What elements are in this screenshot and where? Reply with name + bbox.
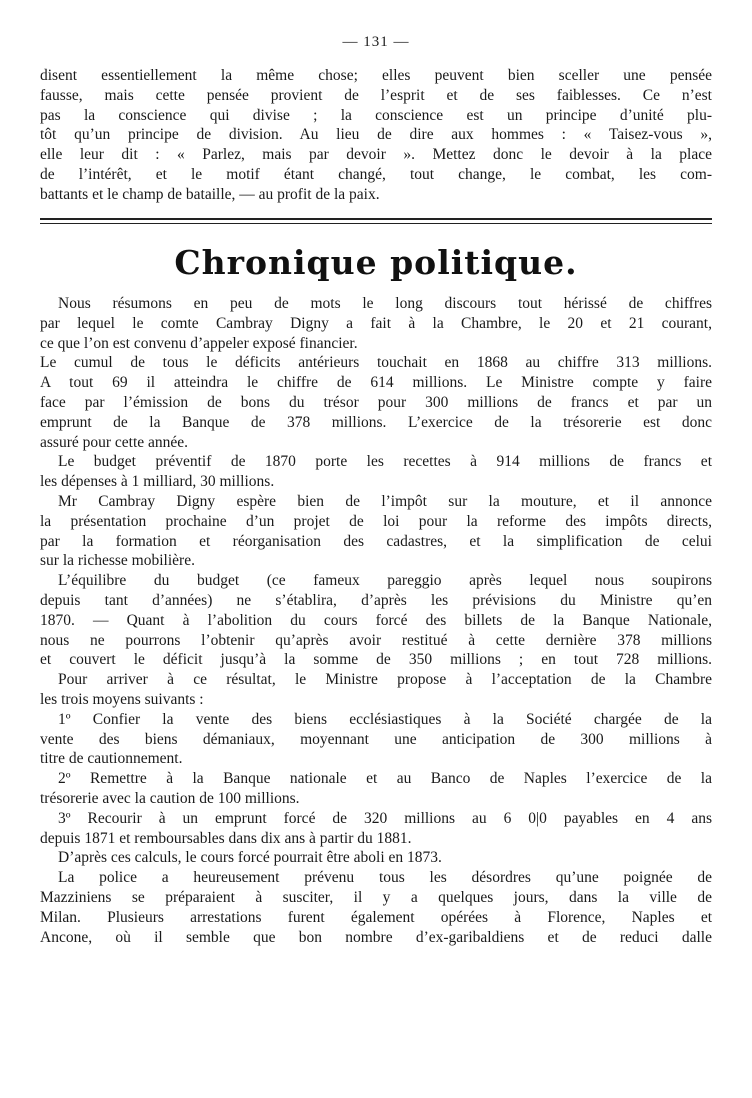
text-line: 2º Remettre à la Banque nationale et au Banco de Naples l’exercice de la [58, 770, 712, 788]
text-line: battants et le champ de bataille, — au profit de la paix. [40, 185, 380, 203]
text-line: titre de cautionnement. [40, 750, 183, 768]
text-line: emprunt de la Banque de 378 millions. L’exercice de la trésorerie est donc [40, 413, 712, 431]
text-line: Le budget préventif de 1870 porte les recettes à 914 millions de francs et [58, 453, 712, 471]
section-divider-thin [40, 223, 712, 224]
text-line: ce que l’on est convenu d’appeler exposé financier. [40, 334, 358, 352]
text-line: L’équilibre du budget (ce fameux pareggio après lequel nous soupirons [58, 572, 712, 590]
section-title: Chronique politique. [174, 243, 578, 282]
page-number: — 131 — [342, 34, 410, 50]
text-line: disent essentiellement la même chose; elles peuvent bien sceller une pensée [40, 67, 712, 84]
text-line: assuré pour cette année. [40, 433, 189, 451]
text-line: par lequel le comte Cambray Digny a fait à la Chambre, le 20 et 21 courant, [40, 314, 712, 332]
section-divider [40, 218, 712, 220]
text-line: tôt qu’un principe de division. Au lieu de dire aux hommes : « Taisez-vous », [40, 126, 712, 144]
text-line: Mr Cambray Digny espère bien de l’impôt sur la mouture, et il annonce [58, 492, 712, 510]
chronicle-body [40, 294, 712, 947]
text-line: les dépenses à 1 milliard, 30 millions. [40, 473, 275, 491]
text-line: de l’intérêt, et le motif étant changé, tout change, le combat, les com- [40, 165, 712, 183]
text-line: fausse, mais cette pensée provient de l’esprit et de ses faiblesses. Ce n’est [40, 86, 712, 104]
text-line: et couvert le déficit jusqu’à la somme de 350 millions ; en tout 728 millions. [40, 651, 712, 669]
text-line: par la formation et réorganisation des cadastres, et la simplification de celui [40, 532, 712, 550]
text-line: les trois moyens suivants : [40, 690, 204, 708]
text-line: Milan. Plusieurs arrestations furent également opérées à Florence, Naples et [40, 908, 712, 926]
text-line: La police a heureusement prévenu tous les désordres qu’une poignée de [58, 869, 712, 887]
text-line: 1870. — Quant à l’abolition du cours forcé des billets de la Banque Nationale, [40, 611, 712, 629]
text-line: face par l’émission de bons du trésor pour 300 millions de francs et par un [40, 393, 712, 411]
text-line: 3º Recourir à un emprunt forcé de 320 millions au 6 0|0 payables en 4 ans [58, 809, 712, 827]
text-line: Le cumul de tous le déficits antérieurs touchait en 1868 au chiffre 313 millions. [40, 354, 712, 372]
text-line: trésorerie avec la caution de 100 millions. [40, 789, 300, 807]
text-line: vente des biens démaniaux, moyennant une anticipation de 300 millions à [40, 730, 712, 748]
text-line: A tout 69 il atteindra le chiffre de 614 millions. Le Ministre compte y faire [40, 374, 712, 392]
text-line: Ancone, où il semble que bon nombre d’ex-garibaldiens et de reduci dalle [40, 928, 712, 946]
text-line: nous ne pourrons l’obtenir qu’après avoir restitué à cette dernière 378 millions [40, 631, 712, 649]
text-line: depuis 1871 et remboursables dans dix ans à partir du 1881. [40, 829, 412, 847]
text-line: Mazziniens se préparaient à susciter, il y a quelques jours, dans la ville de [40, 888, 712, 906]
text-line: elle leur dit : « Parlez, mais par devoir ». Mettez donc le devoir à la place [40, 146, 712, 164]
intro-paragraph [40, 66, 712, 205]
text-line: la présentation prochaine d’un projet de loi pour la reforme des impôts directs, [40, 512, 712, 530]
text-line: depuis tant d’années) ne s’établira, d’après les prévisions du Ministre qu’en [40, 591, 712, 609]
text-line: 1º Confier la vente des biens ecclésiastiques à la Société chargée de la [58, 710, 712, 728]
text-line: pas la conscience qui divise ; la conscience est un principe d’unité plu- [40, 106, 712, 124]
text-line: D’après ces calculs, le cours forcé pourrait être aboli en 1873. [58, 849, 442, 867]
text-line: sur la richesse mobilière. [40, 552, 195, 570]
text-line: Pour arriver à ce résultat, le Ministre propose à l’acceptation de la Chambre [58, 671, 712, 689]
text-line: Nous résumons en peu de mots le long discours tout hérissé de chiffres [58, 295, 712, 312]
